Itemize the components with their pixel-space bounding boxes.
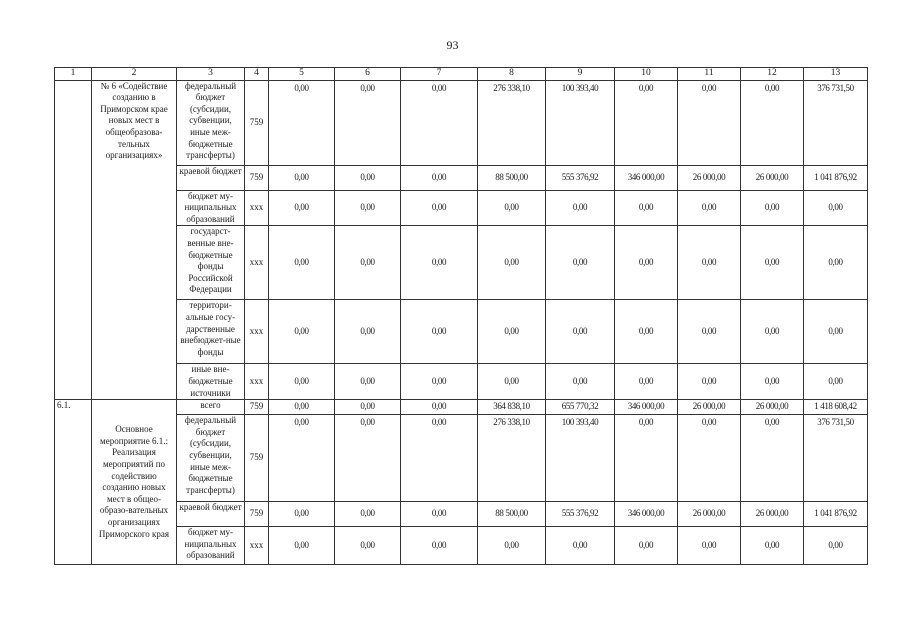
amount-cell: 0,00 — [546, 300, 615, 364]
amount-cell: 0,00 — [401, 364, 478, 400]
amount-cell: 0,00 — [615, 527, 678, 565]
table-row — [55, 80, 868, 165]
col-header: 6 — [335, 68, 401, 81]
amount-cell: 0,00 — [269, 502, 335, 527]
amount-cell: 276 338,10 — [478, 415, 546, 502]
amount-cell: 0,00 — [401, 226, 478, 300]
amount-cell: 1 041 876,92 — [804, 502, 868, 527]
budget-code: 759 — [245, 400, 269, 415]
row-index: 6.1. — [55, 400, 92, 565]
amount-cell: 0,00 — [741, 300, 804, 364]
budget-code: 759 — [245, 80, 269, 165]
col-header: 1 — [55, 68, 92, 81]
amount-cell: 26 000,00 — [678, 165, 741, 190]
amount-cell: 0,00 — [401, 300, 478, 364]
budget-code: ххх — [245, 190, 269, 226]
funding-source: всего — [177, 400, 245, 415]
amount-cell: 0,00 — [741, 527, 804, 565]
amount-cell: 0,00 — [804, 300, 868, 364]
col-header: 7 — [401, 68, 478, 81]
amount-cell: 0,00 — [335, 527, 401, 565]
table-row — [55, 226, 868, 300]
amount-cell: 346 000,00 — [615, 400, 678, 415]
funding-source: иные вне-бюджетные источники — [177, 364, 245, 400]
amount-cell: 0,00 — [478, 364, 546, 400]
amount-cell: 0,00 — [678, 80, 741, 165]
amount-cell: 376 731,50 — [804, 415, 868, 502]
amount-cell: 26 000,00 — [741, 165, 804, 190]
budget-code: ххх — [245, 364, 269, 400]
amount-cell: 0,00 — [546, 226, 615, 300]
col-header: 9 — [546, 68, 615, 81]
amount-cell: 0,00 — [335, 502, 401, 527]
table-row — [55, 300, 868, 364]
amount-cell: 0,00 — [804, 527, 868, 565]
amount-cell: 0,00 — [335, 364, 401, 400]
amount-cell: 276 338,10 — [478, 80, 546, 165]
amount-cell: 0,00 — [804, 190, 868, 226]
table-row — [55, 190, 868, 226]
amount-cell: 0,00 — [478, 300, 546, 364]
amount-cell: 0,00 — [335, 415, 401, 502]
amount-cell: 376 731,50 — [804, 80, 868, 165]
amount-cell: 0,00 — [269, 415, 335, 502]
col-header: 12 — [741, 68, 804, 81]
funding-source: краевой бюджет — [177, 502, 245, 527]
amount-cell: 555 376,92 — [546, 165, 615, 190]
budget-code: 759 — [245, 165, 269, 190]
funding-source: территори-альные госу-дарственные внебюджет-ные фонды — [177, 300, 245, 364]
amount-cell: 0,00 — [401, 400, 478, 415]
amount-cell: 0,00 — [401, 165, 478, 190]
amount-cell: 0,00 — [335, 300, 401, 364]
table-row — [55, 415, 868, 502]
amount-cell: 0,00 — [615, 226, 678, 300]
funding-source: краевой бюджет — [177, 165, 245, 190]
amount-cell: 0,00 — [741, 80, 804, 165]
funding-source: бюджет му-ниципальных образований — [177, 527, 245, 565]
amount-cell: 0,00 — [269, 190, 335, 226]
amount-cell: 100 393,40 — [546, 415, 615, 502]
amount-cell: 0,00 — [804, 364, 868, 400]
amount-cell: 0,00 — [401, 415, 478, 502]
table-row — [55, 400, 868, 415]
col-header: 3 — [177, 68, 245, 81]
page-number: 93 — [446, 38, 459, 52]
amount-cell: 0,00 — [804, 226, 868, 300]
col-header: 8 — [478, 68, 546, 81]
amount-cell: 0,00 — [269, 364, 335, 400]
amount-cell: 0,00 — [678, 364, 741, 400]
amount-cell: 0,00 — [546, 527, 615, 565]
amount-cell: 1 041 876,92 — [804, 165, 868, 190]
amount-cell: 0,00 — [335, 226, 401, 300]
row-index — [55, 80, 92, 400]
program-name: № 6 «Содействие созданию в Приморском крае новых мест в общеобразова-тельных организациях» — [92, 80, 177, 400]
amount-cell: 0,00 — [401, 80, 478, 165]
amount-cell: 26 000,00 — [741, 400, 804, 415]
amount-cell: 0,00 — [478, 190, 546, 226]
amount-cell: 0,00 — [269, 527, 335, 565]
amount-cell: 364 838,10 — [478, 400, 546, 415]
budget-table-body — [55, 68, 868, 565]
budget-code: ххх — [245, 300, 269, 364]
amount-cell: 0,00 — [478, 226, 546, 300]
amount-cell: 0,00 — [401, 190, 478, 226]
amount-cell: 0,00 — [269, 300, 335, 364]
amount-cell: 0,00 — [678, 527, 741, 565]
amount-cell: 555 376,92 — [546, 502, 615, 527]
amount-cell: 0,00 — [269, 165, 335, 190]
amount-cell: 100 393,40 — [546, 80, 615, 165]
amount-cell: 0,00 — [615, 300, 678, 364]
amount-cell: 0,00 — [269, 400, 335, 415]
amount-cell: 346 000,00 — [615, 165, 678, 190]
amount-cell: 88 500,00 — [478, 502, 546, 527]
header-row — [55, 68, 868, 81]
amount-cell: 26 000,00 — [678, 502, 741, 527]
funding-source: государст-венные вне-бюджетные фонды Российской Федерации — [177, 226, 245, 300]
budget-table — [54, 67, 868, 565]
amount-cell: 0,00 — [335, 80, 401, 165]
amount-cell: 0,00 — [678, 190, 741, 226]
budget-code: 759 — [245, 502, 269, 527]
amount-cell: 0,00 — [401, 502, 478, 527]
amount-cell: 0,00 — [335, 190, 401, 226]
amount-cell: 0,00 — [546, 364, 615, 400]
amount-cell: 346 000,00 — [615, 502, 678, 527]
table-row — [55, 165, 868, 190]
table-row — [55, 364, 868, 400]
amount-cell: 88 500,00 — [478, 165, 546, 190]
amount-cell: 0,00 — [678, 300, 741, 364]
amount-cell: 0,00 — [678, 415, 741, 502]
amount-cell: 0,00 — [401, 527, 478, 565]
table-row — [55, 527, 868, 565]
funding-source: бюджет му-ниципальных образований — [177, 190, 245, 226]
amount-cell: 26 000,00 — [678, 400, 741, 415]
amount-cell: 1 418 608,42 — [804, 400, 868, 415]
amount-cell: 0,00 — [546, 190, 615, 226]
col-header: 4 — [245, 68, 269, 81]
col-header: 5 — [269, 68, 335, 81]
program-name: Основное мероприятие 6.1.: Реализация мероприятий по содействию созданию новых мест в общео-образо-вательных организациях Приморского края — [92, 400, 177, 565]
budget-code: 759 — [245, 415, 269, 502]
amount-cell: 0,00 — [269, 226, 335, 300]
amount-cell: 0,00 — [615, 364, 678, 400]
col-header: 13 — [804, 68, 868, 81]
col-header: 11 — [678, 68, 741, 81]
budget-code: ххх — [245, 226, 269, 300]
amount-cell: 0,00 — [615, 190, 678, 226]
budget-code: ххх — [245, 527, 269, 565]
funding-source: федеральный бюджет (субсидии, субвенции, иные меж-бюджетные трансферты) — [177, 415, 245, 502]
col-header: 2 — [92, 68, 177, 81]
amount-cell: 0,00 — [335, 400, 401, 415]
amount-cell: 655 770,32 — [546, 400, 615, 415]
funding-source: федеральный бюджет (субсидии, субвенции, иные меж-бюджетные трансферты) — [177, 80, 245, 165]
amount-cell: 0,00 — [615, 415, 678, 502]
amount-cell: 0,00 — [741, 226, 804, 300]
amount-cell: 0,00 — [741, 364, 804, 400]
col-header: 10 — [615, 68, 678, 81]
amount-cell: 0,00 — [741, 415, 804, 502]
amount-cell: 0,00 — [615, 80, 678, 165]
amount-cell: 0,00 — [335, 165, 401, 190]
table-row — [55, 502, 868, 527]
amount-cell: 0,00 — [478, 527, 546, 565]
amount-cell: 0,00 — [678, 226, 741, 300]
amount-cell: 0,00 — [269, 80, 335, 165]
amount-cell: 26 000,00 — [741, 502, 804, 527]
amount-cell: 0,00 — [741, 190, 804, 226]
